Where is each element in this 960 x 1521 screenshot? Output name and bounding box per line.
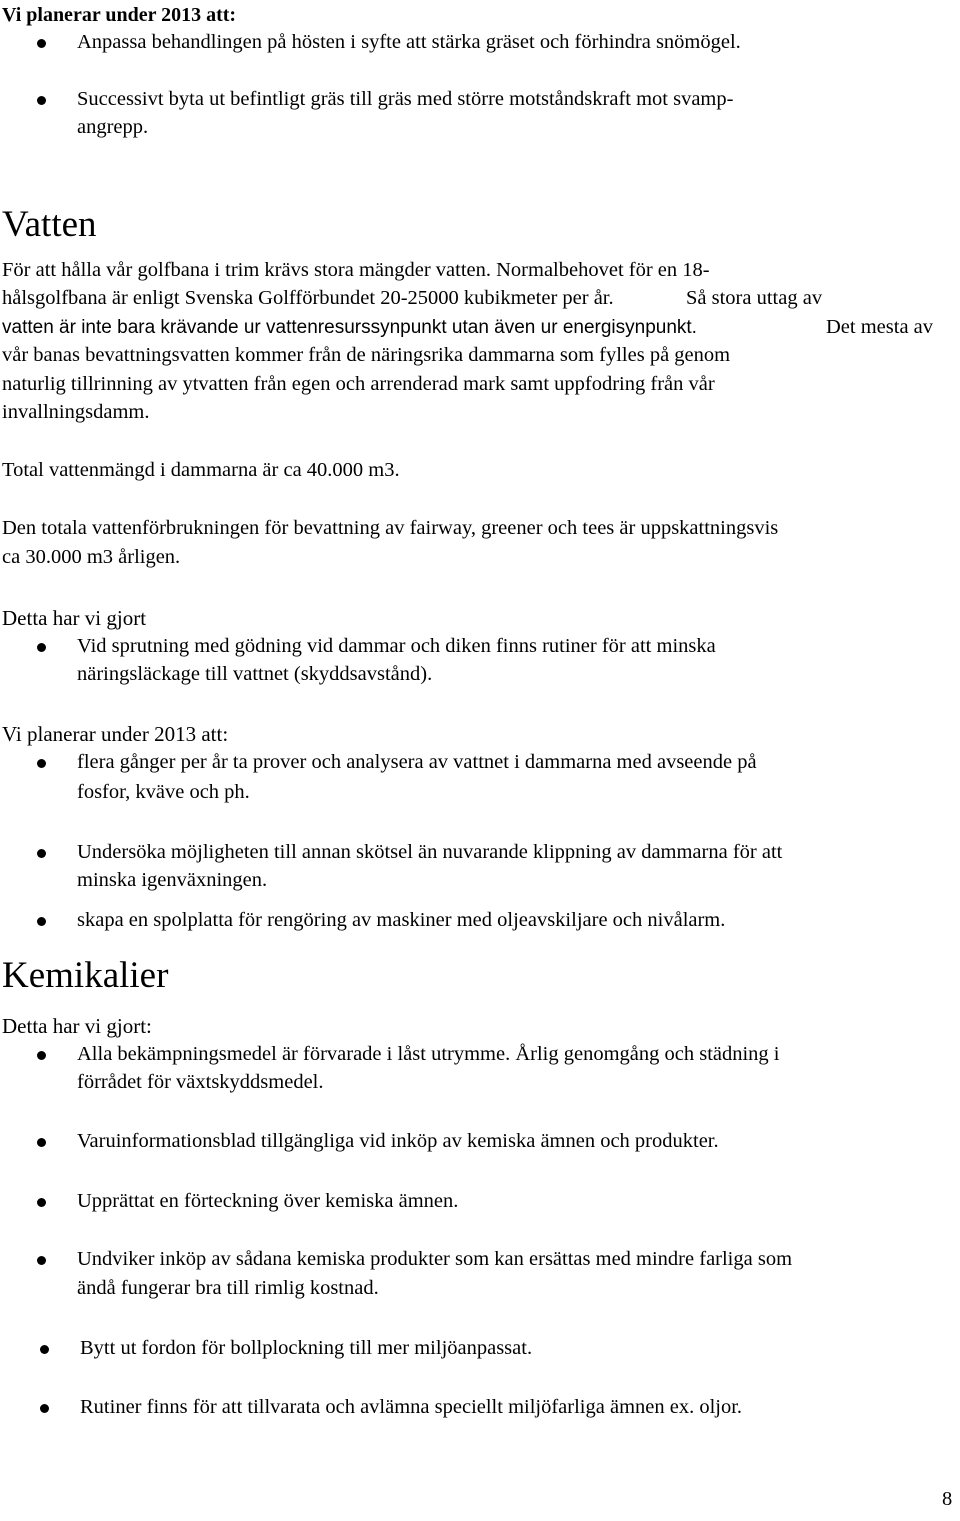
page-number: 8 <box>942 1488 953 1510</box>
done-heading: Detta har vi gjort <box>2 606 147 630</box>
bullet-icon <box>37 759 46 768</box>
plan-heading: Vi planerar under 2013 att: <box>2 722 229 746</box>
paragraph-line: invallningsdamm. <box>2 401 150 423</box>
list-item-continuation: förrådet för växtskyddsmedel. <box>77 1071 324 1093</box>
bullet-icon <box>37 1256 46 1265</box>
bullet-icon <box>37 1138 46 1147</box>
list-item: Successivt byta ut befintligt gräs till gräs med större motståndskraft mot svamp- <box>77 88 734 110</box>
bullet-icon <box>40 1404 49 1413</box>
list-item: Undviker inköp av sådana kemiska produkter som kan ersättas med mindre farliga som <box>77 1248 793 1270</box>
bullet-icon <box>37 849 46 858</box>
list-item: flera gånger per år ta prover och analysera av vattnet i dammarna med avseende på <box>77 751 757 773</box>
paragraph-line: Så stora uttag av <box>686 287 823 309</box>
list-item: Alla bekämpningsmedel är förvarade i låst utrymme. Årlig genomgång och städning i <box>77 1043 780 1065</box>
paragraph-line: ca 30.000 m3 årligen. <box>2 546 181 568</box>
paragraph-line: vår banas bevattningsvatten kommer från de näringsrika dammarna som fylles på genom <box>2 344 731 366</box>
paragraph-line: Det mesta av <box>826 316 934 338</box>
list-item: Varuinformationsblad tillgängliga vid inköp av kemiska ämnen och produkter. <box>77 1130 719 1152</box>
bullet-icon <box>37 39 46 48</box>
bullet-icon <box>37 96 46 105</box>
bullet-icon <box>37 917 46 926</box>
list-item: Undersöka möjligheten till annan skötsel än nuvarande klippning av dammarna för att <box>77 841 783 863</box>
list-item-continuation: fosfor, kväve och ph. <box>77 781 250 803</box>
section-title-kemikalier: Kemikalier <box>2 955 169 996</box>
done-heading: Detta har vi gjort: <box>2 1014 152 1038</box>
plan-2013-heading: Vi planerar under 2013 att: <box>2 4 237 26</box>
bullet-icon <box>37 643 46 652</box>
list-item-continuation: ändå fungerar bra till rimlig kostnad. <box>77 1277 379 1299</box>
list-item: Vid sprutning med gödning vid dammar och diken finns rutiner för att minska <box>77 635 716 657</box>
paragraph-line: För att hålla vår golfbana i trim krävs stora mängder vatten. Normalbehovet för en 18- <box>2 259 710 281</box>
paragraph-line: vatten är inte bara krävande ur vattenresurssynpunkt utan även ur energisynpunkt. <box>2 317 697 338</box>
bullet-icon <box>37 1198 46 1207</box>
paragraph-line: hålsgolfbana är enligt Svenska Golfförbundet 20-25000 kubikmeter per år. <box>2 287 614 309</box>
list-item: Bytt ut fordon för bollplockning till mer miljöanpassat. <box>80 1337 533 1359</box>
list-item-continuation: minska igenväxningen. <box>77 869 268 891</box>
bullet-icon <box>37 1051 46 1060</box>
list-item: Rutiner finns för att tillvarata och avlämna speciellt miljöfarliga ämnen ex. oljor. <box>80 1396 743 1418</box>
paragraph-line: naturlig tillrinning av ytvatten från egen och arrenderad mark samt uppfodring från vår <box>2 373 715 395</box>
paragraph-line: Den totala vattenförbrukningen för bevattning av fairway, greener och tees är uppskattningsvis <box>2 517 779 539</box>
bullet-icon <box>40 1345 49 1354</box>
list-item: Upprättat en förteckning över kemiska ämnen. <box>77 1190 459 1212</box>
list-item-continuation: näringsläckage till vattnet (skyddsavstånd). <box>77 663 433 685</box>
paragraph-total-volume: Total vattenmängd i dammarna är ca 40.000 m3. <box>2 459 400 481</box>
list-item-continuation: angrepp. <box>77 116 149 138</box>
section-title-vatten: Vatten <box>2 204 97 245</box>
list-item: skapa en spolplatta för rengöring av maskiner med oljeavskiljare och nivålarm. <box>77 909 726 931</box>
list-item: Anpassa behandlingen på hösten i syfte att stärka gräset och förhindra snömögel. <box>77 31 741 53</box>
